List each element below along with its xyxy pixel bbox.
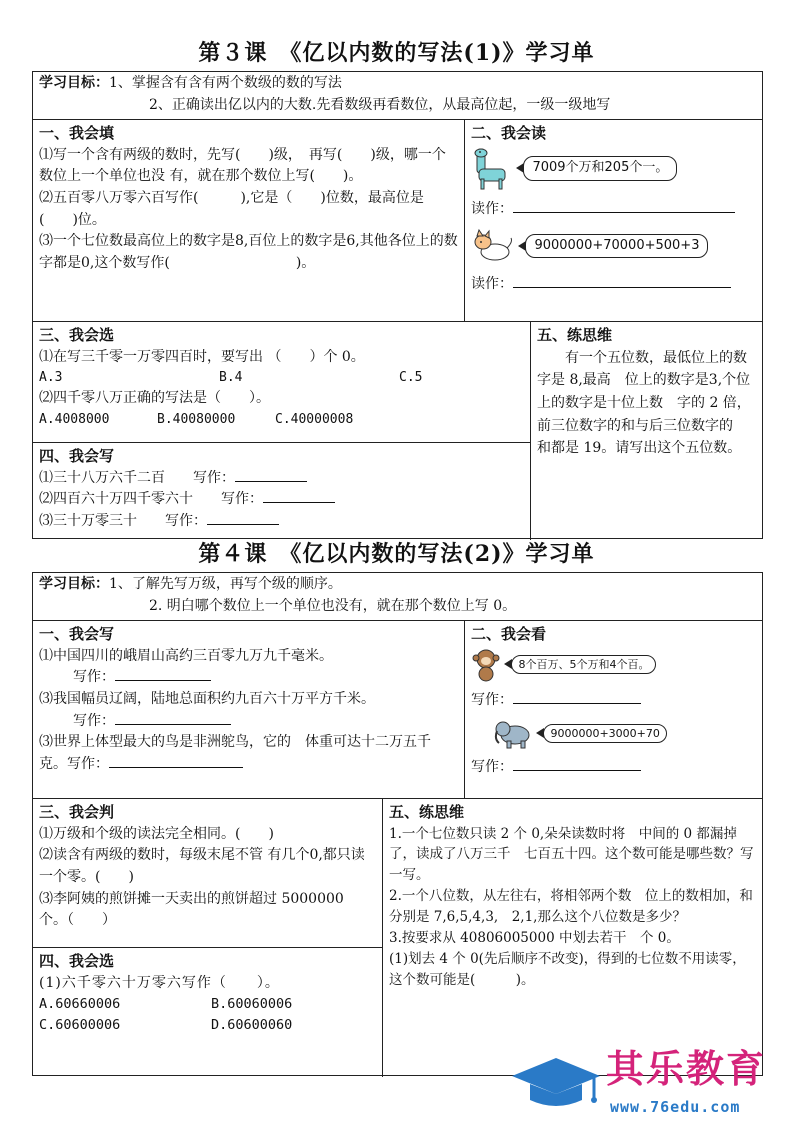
lesson4-row-1 <box>33 621 762 799</box>
speech-bubble: 9000000+3000+70 <box>543 724 666 743</box>
answer-blank[interactable] <box>513 757 641 771</box>
write-question-1: ⑴中国四川的峨眉山高约三百零九万九千毫米。 <box>39 647 333 664</box>
section-heading: 二、我会读 <box>471 124 547 142</box>
write-question-3 <box>39 511 524 533</box>
lesson3-section-read <box>465 120 762 321</box>
option-a[interactable]: A.4008000 <box>39 412 110 428</box>
monkey-icon <box>471 648 501 682</box>
choose-options-row-1 <box>39 994 376 1015</box>
goal-1: 1、掌握含有含有两个数级的数的写法 <box>109 75 342 91</box>
section-heading: 二、我会看 <box>471 625 547 643</box>
write-label: 写作： <box>73 712 115 729</box>
lesson3-row-2 <box>33 322 762 540</box>
judge-question-2: ⑵读含有两级的数时，每级末尾不管 有几个0,都只读一个零。( ) <box>39 847 365 885</box>
section-heading: 三、我会判 <box>39 803 115 821</box>
brand-logo <box>508 1048 793 1122</box>
lesson3-worksheet <box>32 71 763 539</box>
lesson3-section-thinking <box>531 322 762 540</box>
lesson3-title: 第３课 《亿以内数的写法(1)》学习单 <box>198 40 595 66</box>
lesson3-left-column <box>33 322 531 540</box>
speech-bubble: 8个百万、5个万和4个百。 <box>511 655 656 674</box>
giraffe-icon <box>471 147 511 191</box>
speech-bubble: 9000000+70000+500+3 <box>525 234 708 258</box>
write-label: 写作： <box>73 669 115 686</box>
lesson3-section-choose <box>33 322 530 442</box>
option-a[interactable]: A.3 <box>39 370 63 386</box>
thinking-problem-2: 2.一个八位数，从左往右，将相邻两个数 位上的数相加，和分别是 7,6,5,4,3, 2,1,那么这个八位数是多少？ <box>389 888 753 926</box>
write-label: 写作： <box>471 691 513 708</box>
choose-question: (1)六千零六十万零六写作（ ）。 <box>39 974 280 991</box>
option-c[interactable]: C.60600006 <box>39 1017 121 1034</box>
option-c[interactable]: C.40000008 <box>275 412 354 428</box>
logo-name: 其乐教育 <box>606 1047 767 1091</box>
answer-blank[interactable] <box>263 489 335 503</box>
answer-blank[interactable] <box>513 199 735 213</box>
write-label: 写作： <box>165 512 207 529</box>
answer-blank[interactable] <box>109 754 243 768</box>
write-answer-line <box>39 711 458 733</box>
judge-question-3: ⑶李阿姨的煎饼摊一天卖出的煎饼超过 5000000 个。（ ） <box>39 890 344 929</box>
write-question-2 <box>39 489 524 511</box>
fill-question-3: ⑶一个七位数最高位上的数字是8,百位上的数字是6,其他各位上的数字都是0,这个数写作( )。 <box>39 233 458 271</box>
lesson4-section-look <box>465 621 762 798</box>
thinking-problem-3: 3.按要求从 40806005000 中划去若干 个 0。 <box>389 930 680 947</box>
write-question-text: ⑶世界上体型最大的鸟是非洲鸵鸟，它的 体重可达十二万五千克。写作： <box>39 734 431 772</box>
lesson4-worksheet <box>32 572 763 1076</box>
section-heading: 四、我会写 <box>39 447 115 465</box>
option-c[interactable]: C.5 <box>399 370 423 386</box>
option-d[interactable]: D.60600060 <box>211 1017 293 1034</box>
goal-2: 2. 明白哪个数位上一个单位也没有，就在那个数位上写 0。 <box>149 597 517 614</box>
option-b[interactable]: B.4 <box>219 370 243 386</box>
goal-label: 学习目标： <box>39 576 109 592</box>
lesson4-section-judge <box>33 799 382 947</box>
fill-question-1: ⑴写一个含有两级的数时，先写( )级， 再写( )级，哪一个数位上一个单位也没 有，就在那个数位上写( )。 <box>39 146 446 185</box>
choose-options-row-2 <box>39 1015 376 1036</box>
option-a[interactable]: A.60660006 <box>39 996 121 1013</box>
read-label: 读作： <box>471 276 513 293</box>
goal-label: 学习目标： <box>39 75 109 91</box>
answer-blank[interactable] <box>513 690 641 704</box>
answer-blank[interactable] <box>513 274 731 288</box>
write-answer-line <box>39 667 458 689</box>
write-label: 写作： <box>471 759 513 776</box>
goal-2: 2、正确读出亿以内的大数.先看数级再看数位，从最高位起，一级一级地写 <box>149 96 611 113</box>
fill-question-2: ⑵五百零八万零六百写作( ),它是（ )位数，最高位是( )位。 <box>39 189 424 228</box>
answer-blank[interactable] <box>115 711 231 725</box>
thinking-problem: 有一个五位数，最低位上的数字是 8,最高 位上的数字是3,个位上的数字是十位上数 字的 2 倍，前三位数字的和与后三位数字的 和都是 19。请写出这个五位数。 <box>537 349 751 457</box>
judge-question-1: ⑴万级和个级的读法完全相同。( ) <box>39 825 274 842</box>
choose-question-1: ⑴在写三千零一万零四百时，要写出 （ ）个 0。 <box>39 348 365 365</box>
write-question-text: ⑶三十万零三十 <box>39 512 137 529</box>
write-question-text: ⑴三十八万六千二百 <box>39 469 165 486</box>
write-question-3 <box>39 732 458 775</box>
answer-blank[interactable] <box>235 468 307 482</box>
goal-1: 1、了解先写万级，再写个级的顺序。 <box>109 576 342 592</box>
lesson4-row-2 <box>33 799 762 1077</box>
logo-url: www.76edu.com <box>610 1098 741 1116</box>
dog-icon <box>471 228 515 264</box>
read-label: 读作： <box>471 200 513 217</box>
write-label: 写作： <box>221 491 263 508</box>
section-heading: 一、我会填 <box>39 124 115 142</box>
lesson4-title: 第４课 《亿以内数的写法(2)》学习单 <box>198 541 595 567</box>
choose-options-1 <box>39 368 524 388</box>
lesson4-section-thinking <box>383 799 762 1077</box>
section-heading: 三、我会选 <box>39 326 115 344</box>
option-b[interactable]: B.60060006 <box>211 996 293 1013</box>
answer-blank[interactable] <box>207 511 279 525</box>
choose-options-2 <box>39 410 524 430</box>
lesson4-section-choose <box>33 947 382 1038</box>
choose-question-2: ⑵四千零八万正确的写法是（ ）。 <box>39 390 270 407</box>
lesson4-goals <box>33 573 762 621</box>
write-question-text: ⑵四百六十万四千零六十 <box>39 491 193 508</box>
write-question-2: ⑶我国幅员辽阔，陆地总面积约九百六十万平方千米。 <box>39 690 375 707</box>
section-heading: 一、我会写 <box>39 625 115 643</box>
lesson3-section-fill <box>33 120 465 321</box>
write-label: 写作： <box>193 469 235 486</box>
elephant-icon <box>493 717 533 749</box>
lesson3-row-1 <box>33 120 762 322</box>
graduation-cap-icon <box>508 1054 604 1116</box>
lesson4-left-column <box>33 799 383 1077</box>
option-b[interactable]: B.40080000 <box>157 412 236 428</box>
section-heading: 四、我会选 <box>39 952 115 970</box>
answer-blank[interactable] <box>115 667 211 681</box>
lesson3-goals <box>33 72 762 120</box>
write-question-1 <box>39 468 524 490</box>
lesson3-section-write <box>33 442 530 535</box>
section-heading: 五、练思维 <box>537 326 613 344</box>
section-heading: 五、练思维 <box>389 803 465 821</box>
thinking-problem-4: (1)划去 4 个 0(先后顺序不改变)，得到的七位数不用读零，这个数可能是( )。 <box>389 951 746 988</box>
thinking-problem-1: 1.一个七位数只读 2 个 0,朵朵读数时将 中间的 0 都漏掉了，读成了八万三千 七百五十四。这个数可能是哪些数？写一写。 <box>389 825 754 884</box>
lesson4-section-write <box>33 621 465 798</box>
speech-bubble: 7009个万和205个一。 <box>523 156 677 180</box>
